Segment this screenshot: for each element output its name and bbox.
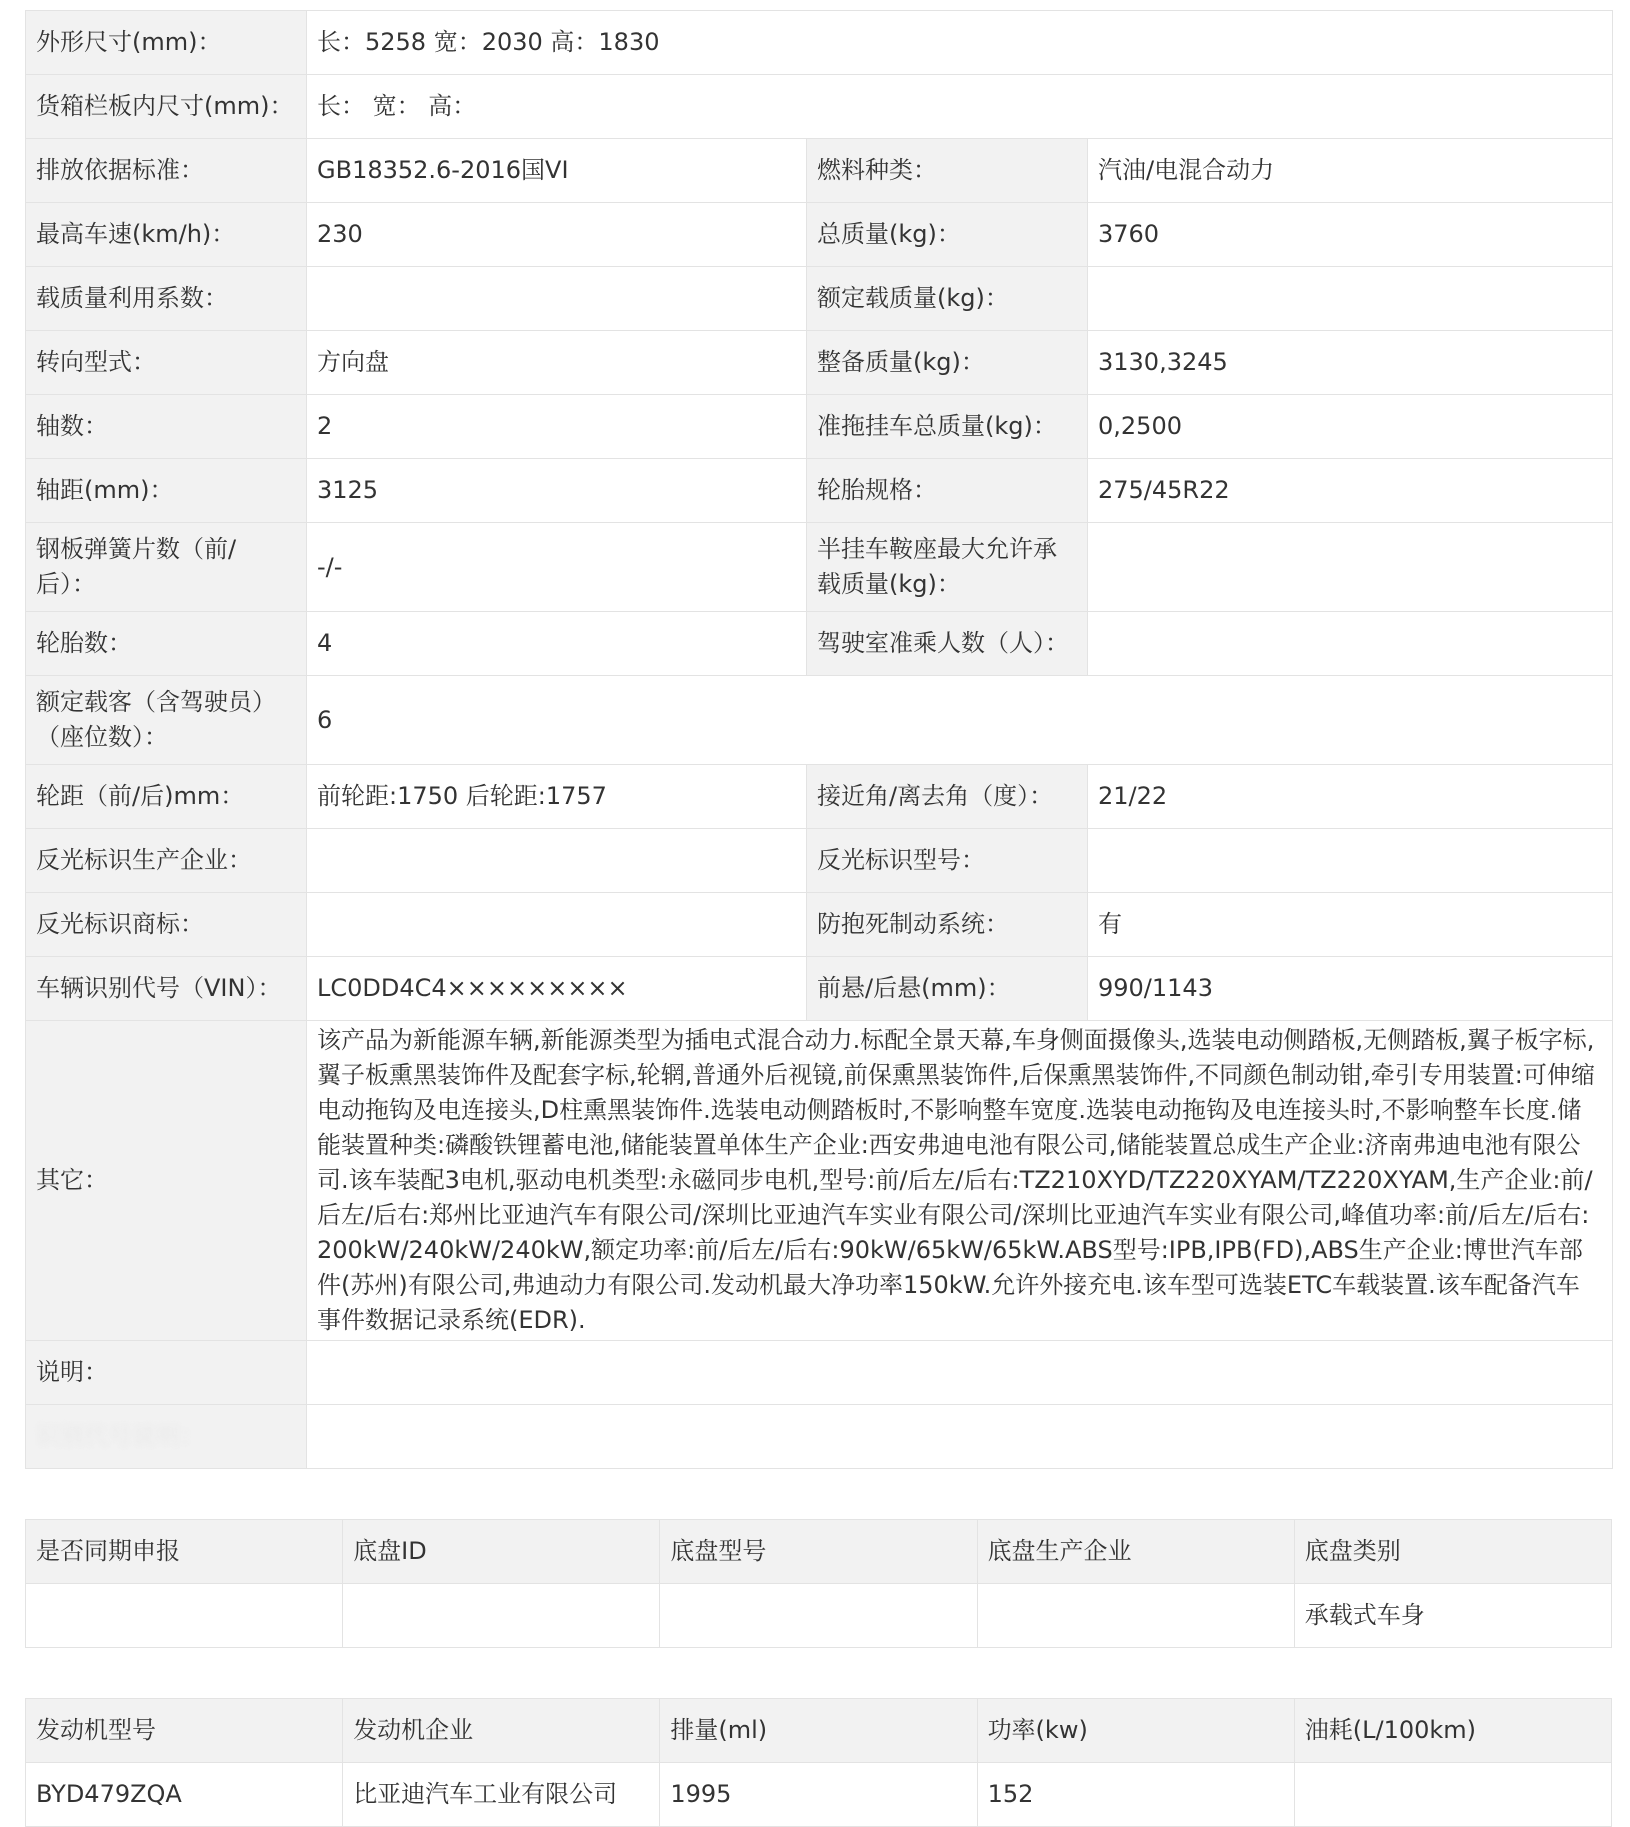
vin-value: LC0DD4C4××××××××× [307,957,807,1021]
vin-label: 车辆识别代号（VIN）： [26,957,307,1021]
table-row [26,1341,1613,1405]
engine-header-power: 功率(kw) [977,1699,1294,1763]
leaf-spring-value: -/- [307,523,807,612]
other-value: 该产品为新能源车辆,新能源类型为插电式混合动力.标配全景天幕,车身侧面摄像头,选装电动侧踏板,无侧踏板,翼子板字标,翼子板熏黑装饰件及配套字标,轮辋,普通外后视镜,前保熏黑装饰件,后保熏黑装饰件,不同颜色制动钳,牵引专用装置:可伸缩电动拖钩及电连接头,D柱熏黑装饰件.选装电动侧踏板时,不影响整车宽度.选装电动拖钩及电连接头时,不影响整车长度.储能装置种类:磷酸铁锂蓄电池,储能装置单体生产企业:西安弗迪电池有限公司,储能装置总成生产企业:济南弗迪电池有限公司.该车装配3电机,驱动电机类型:永磁同步电机,型号:前/后左/后右:TZ210XYD/TZ220XYAM/TZ220XYAM,生产企业:前/后左/后右:郑州比亚迪汽车有限公司/深圳比亚迪汽车实业有限公司/深圳比亚迪汽车实业有限公司,峰值功率:前/后左/后右:200kW/240kW/240kW,额定功率:前/后左/后右:90kW/65kW/65kW.ABS型号:IPB,IPB(FD),ABS生产企业:博世汽车部件(苏州)有限公司,弗迪动力有限公司.发动机最大净功率150kW.允许外接充电.该车型可选装ETC车载装置.该车配备汽车事件数据记录系统(EDR). [307,1021,1613,1341]
approach-angle-value: 21/22 [1088,765,1613,829]
table-row [26,612,1613,676]
table-header-row [26,1520,1612,1584]
table-row [26,957,1613,1021]
cargo-box-label: 货箱栏板内尺寸(mm)： [26,75,307,139]
engine-header-displacement: 排量(ml) [660,1699,977,1763]
table-row [26,1763,1612,1827]
cargo-box-value: 长： 宽： 高： [307,75,1613,139]
overhang-label: 前悬/后悬(mm)： [807,957,1088,1021]
curb-mass-label: 整备质量(kg)： [807,331,1088,395]
chassis-header-sync: 是否同期申报 [26,1520,343,1584]
engine-cell-power: 152 [977,1763,1294,1827]
table-row [26,267,1613,331]
table-row [26,1405,1613,1469]
chassis-header-model: 底盘型号 [660,1520,977,1584]
load-factor-value [307,267,807,331]
chassis-cell-model [660,1584,977,1648]
table-row [26,459,1613,523]
total-mass-value: 3760 [1088,203,1613,267]
table-row [26,829,1613,893]
chassis-cell-id [343,1584,660,1648]
track-label: 轮距（前/后)mm： [26,765,307,829]
table-row [26,395,1613,459]
track-value: 前轮距:1750 后轮距:1757 [307,765,807,829]
chassis-header-type: 底盘类别 [1294,1520,1611,1584]
dimensions-value: 长：5258 宽：2030 高：1830 [307,11,1613,75]
table-row [26,75,1613,139]
blurred-label-text: 识别代号说明： [36,1422,204,1450]
vehicle-spec-table [25,10,1613,1469]
reflector-model-value [1088,829,1613,893]
table-row [26,203,1613,267]
wheelbase-label: 轴距(mm)： [26,459,307,523]
table-row [26,893,1613,957]
chassis-header-id: 底盘ID [343,1520,660,1584]
overhang-value: 990/1143 [1088,957,1613,1021]
chassis-cell-sync [26,1584,343,1648]
table-row [26,1584,1612,1648]
steering-value: 方向盘 [307,331,807,395]
note-label: 说明： [26,1341,307,1405]
fuel-type-value: 汽油/电混合动力 [1088,139,1613,203]
table-row [26,1021,1613,1341]
engine-table [25,1698,1612,1827]
blurred-value [307,1405,1613,1469]
reflector-maker-value [307,829,807,893]
table-header-row [26,1699,1612,1763]
engine-header-fuel: 油耗(L/100km) [1294,1699,1611,1763]
leaf-spring-label: 钢板弹簧片数（前/后）： [26,523,307,612]
abs-value: 有 [1088,893,1613,957]
table-row [26,765,1613,829]
table-row [26,139,1613,203]
saddle-load-label: 半挂车鞍座最大允许承载质量(kg)： [807,523,1088,612]
trailer-mass-value: 0,2500 [1088,395,1613,459]
engine-cell-model: BYD479ZQA [26,1763,343,1827]
engine-header-model: 发动机型号 [26,1699,343,1763]
approach-angle-label: 接近角/离去角（度）： [807,765,1088,829]
max-speed-label: 最高车速(km/h)： [26,203,307,267]
wheelbase-value: 3125 [307,459,807,523]
rated-passengers-value: 6 [307,676,1613,765]
spec-sheet [25,10,1612,1827]
tire-count-value: 4 [307,612,807,676]
axles-label: 轴数： [26,395,307,459]
trailer-mass-label: 准拖挂车总质量(kg)： [807,395,1088,459]
table-row [26,331,1613,395]
blurred-label [26,1405,307,1469]
cab-passengers-label: 驾驶室准乘人数（人）： [807,612,1088,676]
reflector-brand-label: 反光标识商标： [26,893,307,957]
total-mass-label: 总质量(kg)： [807,203,1088,267]
reflector-maker-label: 反光标识生产企业： [26,829,307,893]
steering-label: 转向型式： [26,331,307,395]
chassis-cell-maker [977,1584,1294,1648]
axles-value: 2 [307,395,807,459]
table-row [26,676,1613,765]
saddle-load-value [1088,523,1613,612]
tire-spec-value: 275/45R22 [1088,459,1613,523]
cab-passengers-value [1088,612,1613,676]
table-row [26,523,1613,612]
load-factor-label: 载质量利用系数： [26,267,307,331]
tire-count-label: 轮胎数： [26,612,307,676]
engine-cell-displacement: 1995 [660,1763,977,1827]
fuel-type-label: 燃料种类： [807,139,1088,203]
chassis-header-maker: 底盘生产企业 [977,1520,1294,1584]
tire-spec-label: 轮胎规格： [807,459,1088,523]
dimensions-label: 外形尺寸(mm)： [26,11,307,75]
engine-header-maker: 发动机企业 [343,1699,660,1763]
curb-mass-value: 3130,3245 [1088,331,1613,395]
rated-load-label: 额定载质量(kg)： [807,267,1088,331]
reflector-brand-value [307,893,807,957]
reflector-model-label: 反光标识型号： [807,829,1088,893]
chassis-table [25,1519,1612,1648]
emission-label: 排放依据标准： [26,139,307,203]
engine-cell-fuel [1294,1763,1611,1827]
abs-label: 防抱死制动系统： [807,893,1088,957]
engine-cell-maker: 比亚迪汽车工业有限公司 [343,1763,660,1827]
max-speed-value: 230 [307,203,807,267]
rated-passengers-label: 额定载客（含驾驶员）（座位数）： [26,676,307,765]
table-row [26,11,1613,75]
chassis-cell-type: 承载式车身 [1294,1584,1611,1648]
emission-value: GB18352.6-2016国VI [307,139,807,203]
rated-load-value [1088,267,1613,331]
other-label: 其它： [26,1021,307,1341]
note-value [307,1341,1613,1405]
